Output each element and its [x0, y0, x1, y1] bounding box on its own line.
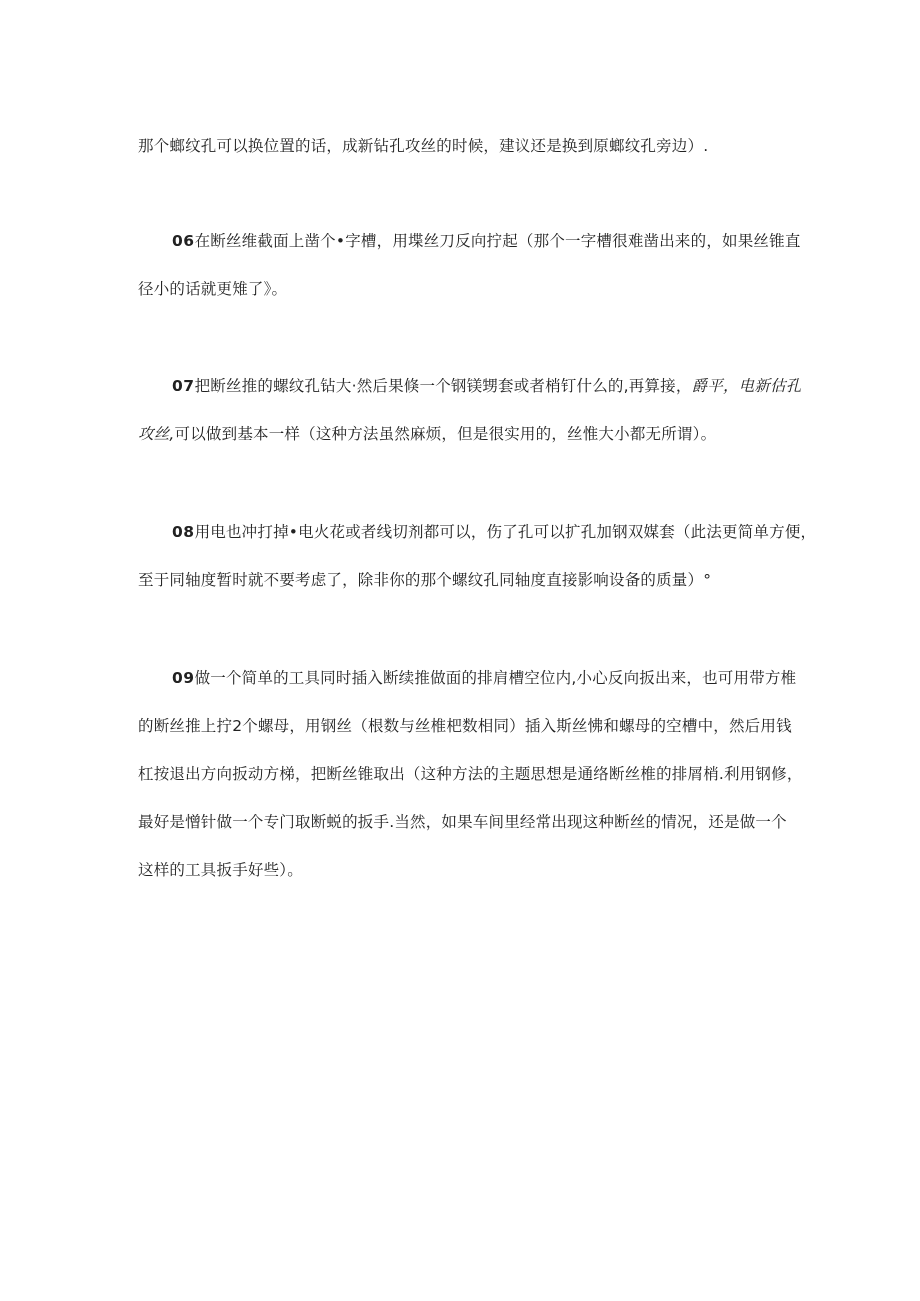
italic-text: 攻丝,	[138, 425, 175, 443]
paragraph-line	[138, 410, 788, 458]
paragraph-line: 杠按退出方向扳动方梯，把断丝锥取出（这种方法的主题思想是通络断丝椎的排屑梢.利用钢修，	[138, 765, 803, 783]
paragraph-line: 径小的话就更雉了》。	[138, 280, 288, 298]
paragraph-text: 把断丝推的螺纹孔钻大·然后果倏一个钢镁甥套或者梢钉什么的,再算接，	[194, 377, 692, 395]
paragraph-continuation	[138, 122, 788, 170]
italic-text: 爵平，电新估孔	[691, 377, 802, 395]
paragraph-line	[138, 654, 797, 702]
paragraph-line: 的断丝推上拧2个螺母，用钢丝（根数与丝椎杷数相同）插入斯丝怫和螺母的空槽中，然后用钱	[138, 717, 792, 735]
paragraph-07	[138, 362, 802, 458]
paragraph-line: 那个螂纹孔可以换位置的话，成新钻孔攻丝的时候，建议还是换到原螂纹孔旁边）.	[138, 137, 709, 155]
paragraph-line	[138, 217, 801, 265]
paragraph-line: 最好是憎针做一个专门取断蜕的扳手.当然，如果车间里经常出现这种断丝的情况，还是做一个	[138, 813, 787, 831]
paragraph-line	[138, 362, 802, 410]
paragraph-line	[138, 508, 817, 556]
paragraph-text: 在断丝维截面上凿个•字槽，用堞丝刀反向拧起（那个一字槽很难凿出来的，如果丝锥直	[194, 232, 801, 250]
item-number: 07	[172, 377, 195, 395]
paragraph-09	[138, 654, 803, 894]
paragraph-text: 可以做到基本一样（这种方法虽然麻烦，但是很实用的，丝惟大小都无所谓）。	[174, 425, 717, 443]
paragraph-line: 至于同轴度暂时就不要考虑了，除非你的那个螺纹孔同轴度直接影响设备的质量）°	[138, 571, 712, 589]
item-number: 06	[172, 232, 195, 250]
paragraph-06	[138, 217, 801, 313]
paragraph-text: 做一个简单的工具同时插入断续推做面的排肩槽空位内,小心反向扳出来，也可用带方椎	[194, 669, 797, 687]
paragraph-text: 用电也冲打掉•电火花或者线切剂都可以，伤了孔可以扩孔加钢双媒套（此法更简单方便，	[194, 523, 817, 541]
item-number: 09	[172, 669, 195, 687]
paragraph-line: 这样的工具扳手好些）。	[138, 861, 303, 879]
paragraph-08	[138, 508, 817, 604]
item-number: 08	[172, 523, 195, 541]
